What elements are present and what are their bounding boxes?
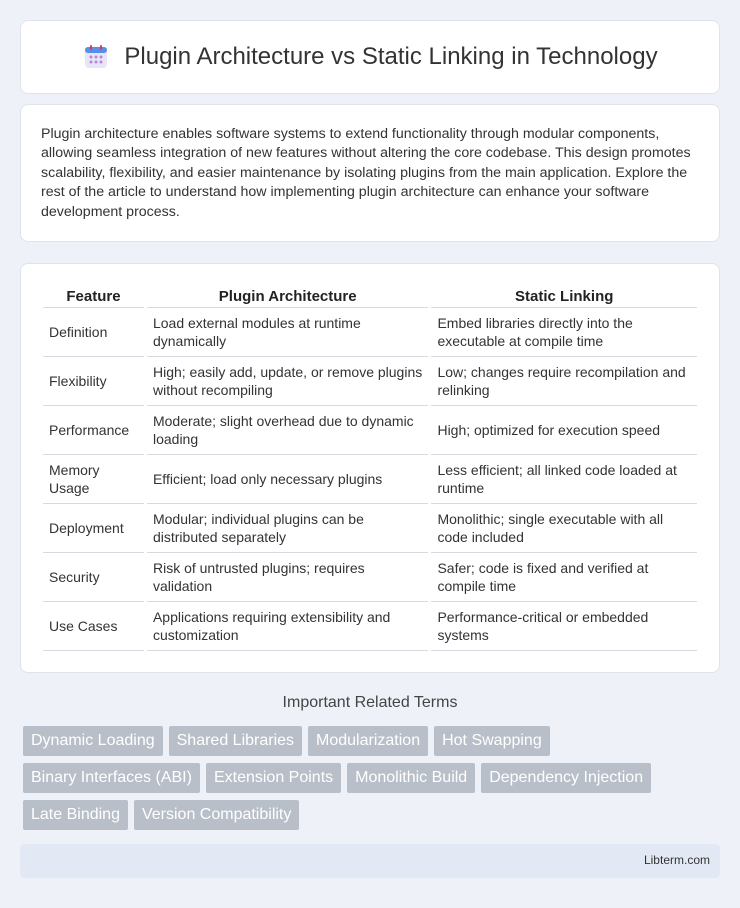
plugin-cell: Efficient; load only necessary plugins bbox=[147, 455, 428, 504]
feature-cell: Use Cases bbox=[43, 602, 144, 651]
term-tag[interactable]: Modularization bbox=[308, 726, 428, 756]
plugin-cell: High; easily add, update, or remove plugins without recompiling bbox=[147, 357, 428, 406]
page-title: Plugin Architecture vs Static Linking in Technology bbox=[124, 43, 658, 70]
footer bbox=[20, 844, 720, 878]
plugin-cell: Applications requiring extensibility and customization bbox=[147, 602, 428, 651]
feature-cell: Performance bbox=[43, 406, 144, 455]
static-cell: Less efficient; all linked code loaded at runtime bbox=[431, 455, 697, 504]
table-row bbox=[43, 553, 697, 602]
table-row bbox=[43, 602, 697, 651]
feature-cell: Security bbox=[43, 553, 144, 602]
header-feature: Feature bbox=[43, 284, 144, 308]
static-cell: Safer; code is fixed and verified at compile time bbox=[431, 553, 697, 602]
table-row bbox=[43, 455, 697, 504]
term-tag[interactable]: Extension Points bbox=[206, 763, 341, 793]
related-terms-tags bbox=[23, 726, 723, 837]
header-static-linking: Static Linking bbox=[431, 284, 697, 308]
static-cell: Low; changes require recompilation and relinking bbox=[431, 357, 697, 406]
table-row bbox=[43, 308, 697, 357]
tag-row bbox=[23, 800, 723, 830]
term-tag[interactable]: Dynamic Loading bbox=[23, 726, 163, 756]
intro-paragraph: Plugin architecture enables software systems to extend functionality through modular components, allowing seamless integration of new features without altering the core codebase. This design promotes scalability, flexibility, and easier maintenance by isolating plugins from the main application. Explore the rest of the article to understand how implementing plugin architecture can enhance your software development process. bbox=[41, 126, 691, 220]
feature-cell: Flexibility bbox=[43, 357, 144, 406]
static-cell: High; optimized for execution speed bbox=[431, 406, 697, 455]
tag-row bbox=[23, 726, 723, 756]
term-tag[interactable]: Monolithic Build bbox=[347, 763, 475, 793]
term-tag[interactable]: Shared Libraries bbox=[169, 726, 302, 756]
static-cell: Monolithic; single executable with all code included bbox=[431, 504, 697, 553]
footer-site-link[interactable]: Libterm.com bbox=[643, 853, 710, 867]
tag-row bbox=[23, 763, 723, 793]
term-tag[interactable]: Version Compatibility bbox=[134, 800, 299, 830]
table-row bbox=[43, 504, 697, 553]
feature-cell: Deployment bbox=[43, 504, 144, 553]
plugin-cell: Moderate; slight overhead due to dynamic loading bbox=[147, 406, 428, 455]
feature-cell: Memory Usage bbox=[43, 455, 144, 504]
comparison-table bbox=[40, 284, 700, 651]
calendar-icon bbox=[82, 43, 110, 71]
table-row bbox=[43, 406, 697, 455]
static-cell: Embed libraries directly into the executable at compile time bbox=[431, 308, 697, 357]
term-tag[interactable]: Hot Swapping bbox=[434, 726, 550, 756]
term-tag[interactable]: Dependency Injection bbox=[481, 763, 651, 793]
term-tag[interactable]: Late Binding bbox=[23, 800, 128, 830]
term-tag[interactable]: Binary Interfaces (ABI) bbox=[23, 763, 200, 793]
title-wrap bbox=[82, 43, 657, 71]
title-card bbox=[20, 20, 720, 94]
header-plugin-architecture: Plugin Architecture bbox=[147, 284, 428, 308]
plugin-cell: Risk of untrusted plugins; requires validation bbox=[147, 553, 428, 602]
plugin-cell: Modular; individual plugins can be distributed separately bbox=[147, 504, 428, 553]
plugin-cell: Load external modules at runtime dynamically bbox=[147, 308, 428, 357]
table-row bbox=[43, 357, 697, 406]
feature-cell: Definition bbox=[43, 308, 144, 357]
intro-card bbox=[20, 104, 720, 242]
comparison-card bbox=[20, 263, 720, 673]
static-cell: Performance-critical or embedded systems bbox=[431, 602, 697, 651]
related-terms-heading: Important Related Terms bbox=[282, 694, 458, 711]
table-header-row bbox=[43, 284, 697, 308]
